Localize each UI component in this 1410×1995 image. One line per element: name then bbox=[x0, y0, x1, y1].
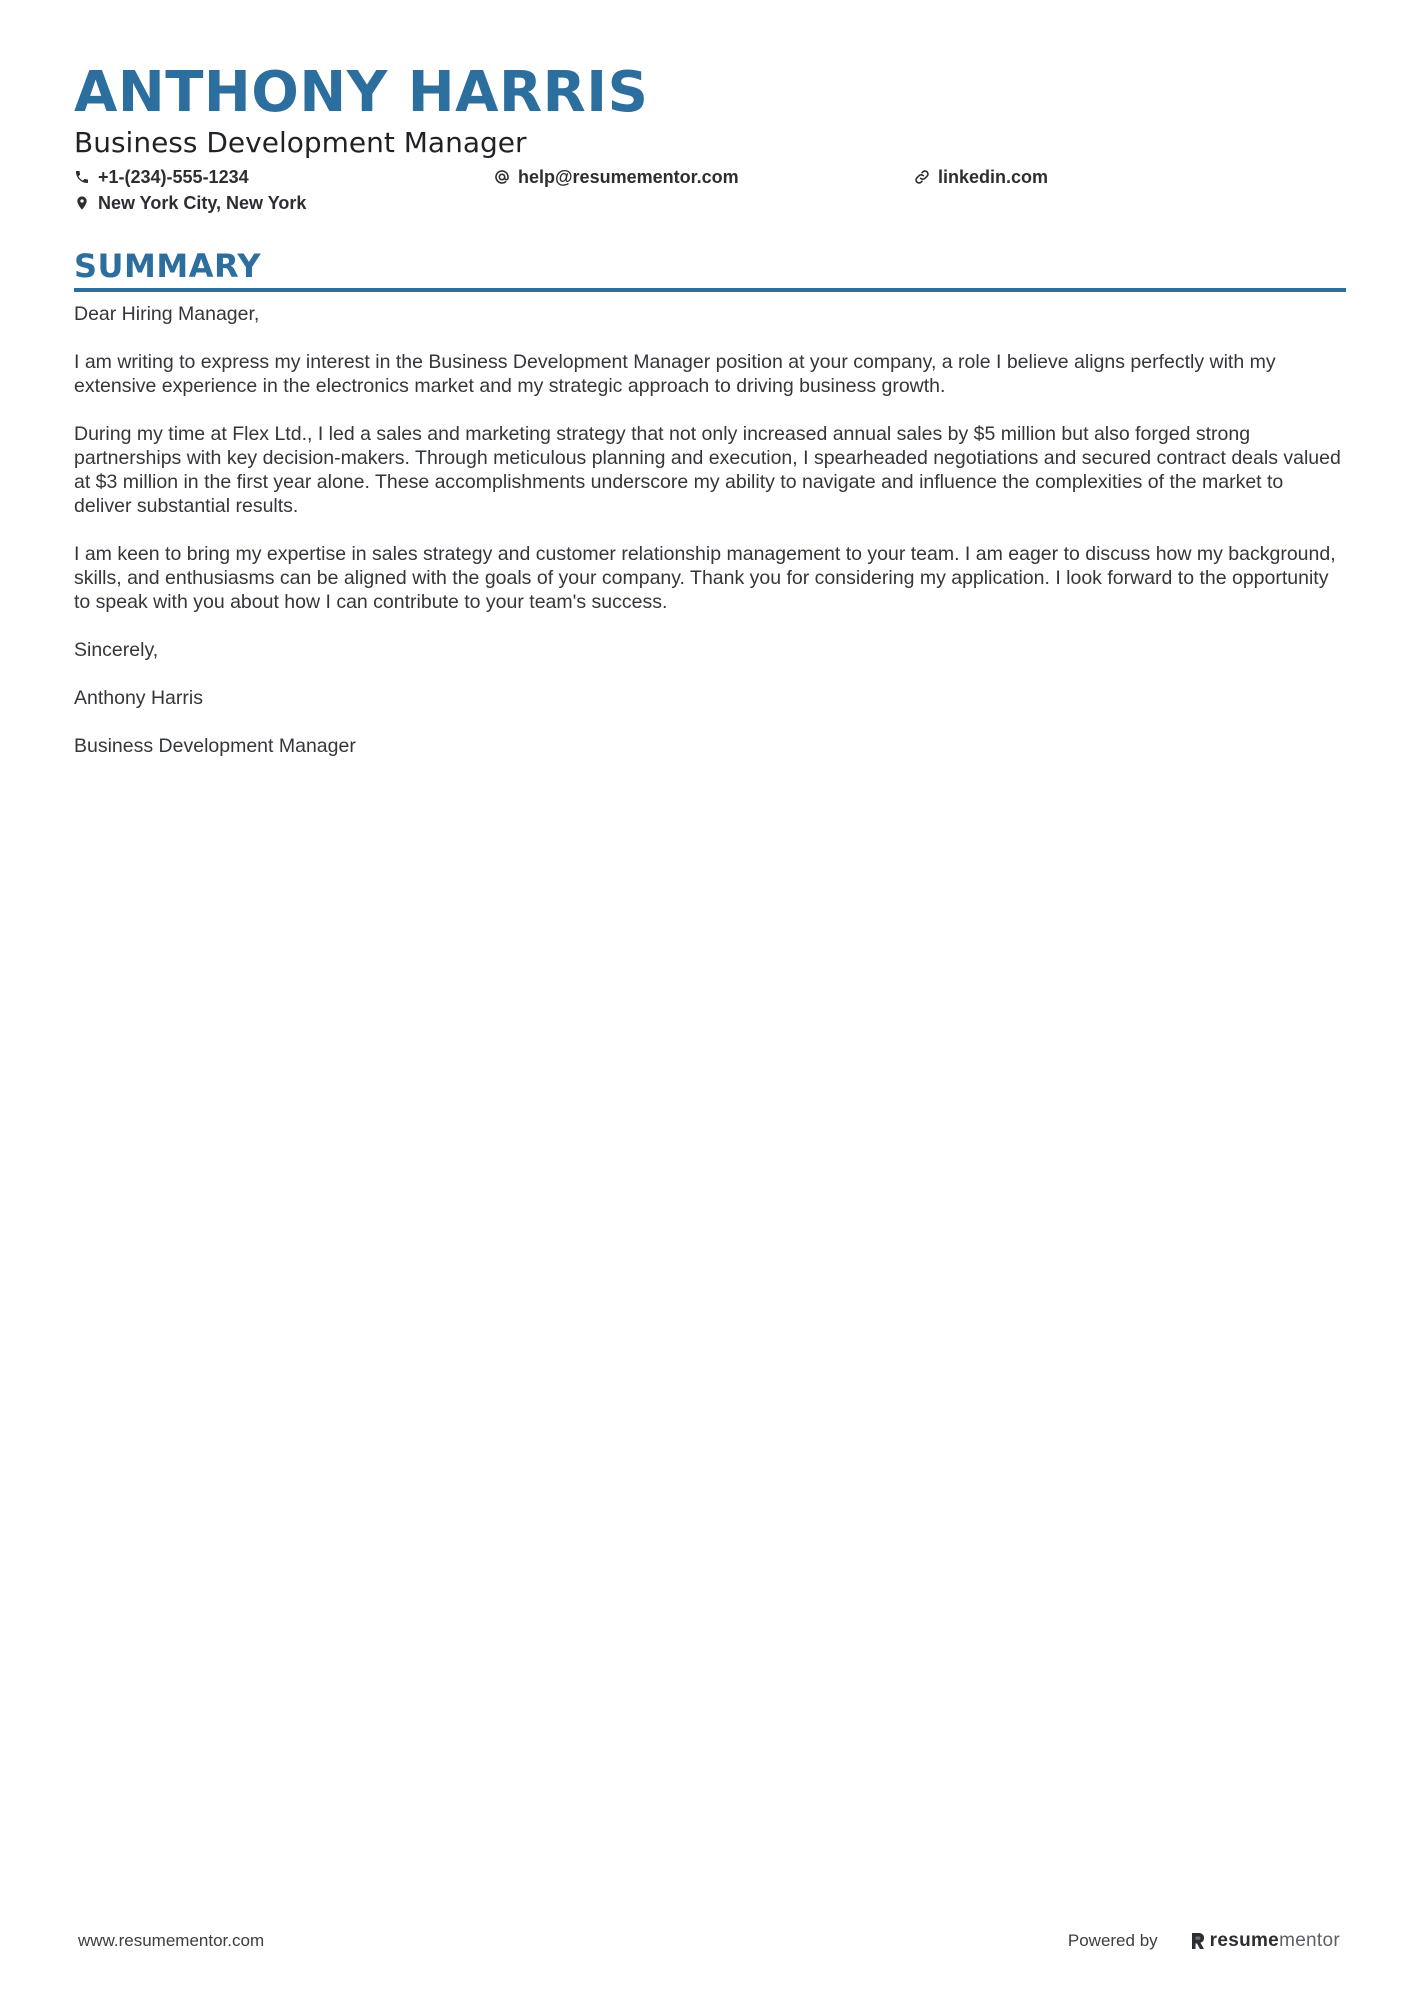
brand-name-light: mentor bbox=[1279, 1930, 1340, 1951]
brand-logo[interactable] bbox=[1190, 1930, 1340, 1952]
letter-salutation: Dear Hiring Manager, bbox=[74, 303, 260, 325]
candidate-job-title: Business Development Manager bbox=[74, 126, 527, 159]
letter-body bbox=[74, 302, 1346, 758]
powered-by bbox=[1068, 1930, 1340, 1952]
cover-letter-page bbox=[74, 60, 1346, 782]
contact-location bbox=[74, 193, 494, 214]
letter-closing: Sincerely, bbox=[74, 639, 159, 661]
footer-website-link[interactable]: www.resumementor.com bbox=[78, 1931, 265, 1950]
powered-by-label: Powered by bbox=[1067, 1931, 1158, 1950]
letter-paragraph: I am writing to express my interest in the Business Development Manager position at your company, a role I believe aligns perfectly with my extensive experience in the electronics market and my strategic approach to driving business growth. bbox=[74, 351, 1276, 397]
contact-email[interactable] bbox=[494, 167, 914, 188]
contact-row-secondary bbox=[74, 190, 1346, 216]
contact-linkedin[interactable] bbox=[914, 167, 1334, 188]
at-icon bbox=[494, 169, 510, 185]
phone-text: +1-(234)-555-1234 bbox=[98, 166, 249, 187]
phone-icon bbox=[74, 169, 90, 185]
linkedin-text[interactable]: linkedin.com bbox=[938, 166, 1049, 187]
page-footer bbox=[78, 1930, 1340, 1952]
candidate-name: ANTHONY HARRIS bbox=[74, 60, 649, 125]
letter-paragraph: I am keen to bring my expertise in sales strategy and customer relationship management to your team. I am eager to discuss how my background, skills, and enthusiasms can be aligned with the goals of your company. Thank you for considering my application. I look forward to the opportunity to speak with you about how I can contribute to your team's success. bbox=[74, 543, 1336, 613]
brand-name-bold: resume bbox=[1209, 1930, 1280, 1951]
section-heading-summary: SUMMARY bbox=[74, 247, 262, 285]
email-text[interactable]: help@resumementor.com bbox=[518, 166, 739, 187]
map-pin-icon bbox=[74, 195, 90, 211]
location-text: New York City, New York bbox=[98, 192, 307, 213]
link-icon bbox=[914, 169, 930, 185]
resumementor-logo-icon bbox=[1190, 1931, 1206, 1951]
section-divider bbox=[74, 288, 1346, 292]
letter-paragraph: During my time at Flex Ltd., I led a sales and marketing strategy that not only increased annual sales by $5 million but also forged strong partnerships with key decision-makers. Through meticulous planning and execution, I spearheaded negotiations and secured contract deals valued at $3 million in the first year alone. These accomplishments underscore my ability to navigate and influence the complexities of the market to deliver substantial results. bbox=[74, 423, 1341, 517]
signature-name: Anthony Harris bbox=[74, 687, 203, 709]
contact-row-primary bbox=[74, 164, 1346, 190]
contact-phone bbox=[74, 167, 494, 188]
signature-title: Business Development Manager bbox=[74, 735, 356, 757]
